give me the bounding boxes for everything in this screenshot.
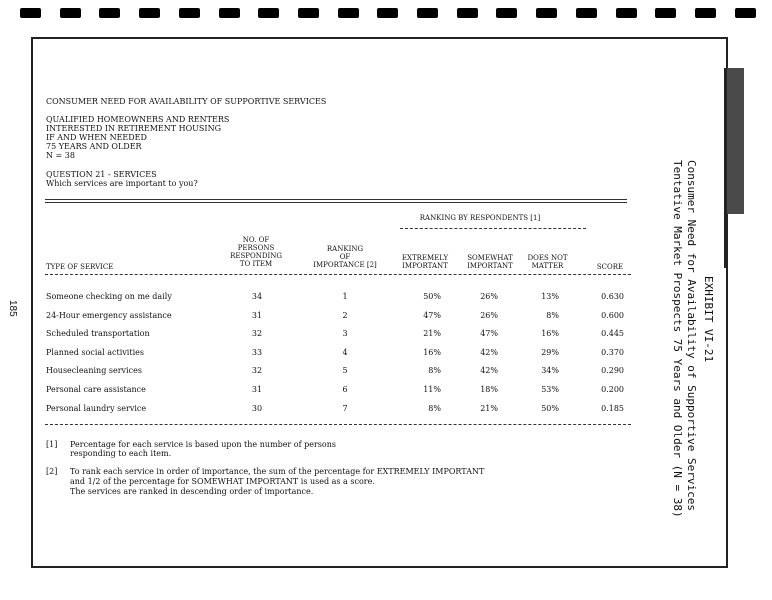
binder-mark <box>655 8 676 18</box>
page-number: 185 <box>7 300 18 317</box>
binder-mark <box>139 8 160 18</box>
cell-somewhat: 18% <box>480 385 498 394</box>
cell-notmatter: 13% <box>541 292 559 301</box>
cell-somewhat: 42% <box>480 366 498 376</box>
cell-service: Scheduled transportation <box>46 329 150 339</box>
binder-mark <box>338 8 359 18</box>
binder-mark <box>576 8 597 18</box>
cell-score: 0.630 <box>601 292 624 301</box>
col-score: SCORE <box>596 263 624 271</box>
header-rule <box>45 274 631 275</box>
binder-mark <box>417 8 438 18</box>
cell-rank: 6 <box>342 385 348 394</box>
binder-mark <box>179 8 200 18</box>
col-extremely: EXTREMELY IMPORTANT <box>401 254 449 270</box>
population-line: N = 38 <box>46 151 75 160</box>
col-somewhat: SOMEWHAT IMPORTANT <box>467 254 513 270</box>
footnote-marker: [2] <box>46 467 58 476</box>
table-top-rule <box>45 199 627 203</box>
footnote-line: Percentage for each service is based upon the number of persons <box>70 440 336 449</box>
cell-extremely: 21% <box>423 329 441 339</box>
footnote-line: and 1/2 of the percentage for SOMEWHAT IMPORTANT is used as a score. <box>70 477 375 486</box>
binder-mark <box>457 8 478 18</box>
cell-service: Planned social activities <box>46 347 144 357</box>
binder-mark <box>496 8 517 18</box>
population-line: QUALIFIED HOMEOWNERS AND RENTERS <box>46 115 230 124</box>
cell-persons: 32 <box>251 329 263 339</box>
binder-mark <box>258 8 279 18</box>
footnote-line: To rank each service in order of importance, the sum of the percentage for EXTREMELY IMPORTANT <box>70 467 485 476</box>
table-row <box>46 366 631 377</box>
question-number: QUESTION 21 - SERVICES <box>46 170 157 179</box>
side-tab <box>727 68 744 214</box>
cell-persons: 34 <box>251 292 263 301</box>
binder-mark <box>60 8 81 18</box>
cell-notmatter: 29% <box>541 347 559 357</box>
table-row <box>46 292 631 303</box>
table-row <box>46 404 631 415</box>
cell-persons: 30 <box>251 403 263 413</box>
cell-extremely: 11% <box>423 385 441 394</box>
cell-rank: 4 <box>342 347 348 357</box>
population-line: INTERESTED IN RETIREMENT HOUSING <box>46 124 221 133</box>
binder-mark <box>298 8 319 18</box>
exhibit-title: Consumer Need for Availability of Supportive Services <box>685 160 698 511</box>
cell-persons: 33 <box>251 347 263 357</box>
cell-rank: 3 <box>342 329 348 339</box>
col-notmatter: DOES NOT MATTER <box>527 254 568 270</box>
cell-rank: 2 <box>342 310 348 320</box>
cell-persons: 32 <box>251 366 263 376</box>
footnote-line: The services are ranked in descending order of importance. <box>70 487 314 496</box>
cell-notmatter: 16% <box>541 329 559 339</box>
footnote-line: responding to each item. <box>70 449 172 458</box>
cell-somewhat: 26% <box>480 292 498 301</box>
col-type: TYPE OF SERVICE <box>46 263 114 271</box>
binder-mark <box>20 8 41 18</box>
cell-somewhat: 47% <box>480 329 498 339</box>
cell-score: 0.185 <box>601 403 624 413</box>
cell-somewhat: 42% <box>480 347 498 357</box>
question-text: Which services are important to you? <box>46 179 198 188</box>
cell-notmatter: 53% <box>541 385 559 394</box>
cell-notmatter: 50% <box>541 403 559 413</box>
cell-score: 0.600 <box>601 310 624 320</box>
binder-mark <box>695 8 716 18</box>
table-bottom-rule <box>45 424 631 425</box>
report-title: CONSUMER NEED FOR AVAILABILITY OF SUPPORTIVE SERVICES <box>46 97 327 106</box>
binder-mark <box>536 8 557 18</box>
table-row <box>46 385 631 396</box>
cell-service: Personal care assistance <box>46 385 146 394</box>
cell-somewhat: 21% <box>480 403 498 413</box>
binder-mark <box>99 8 120 18</box>
cell-extremely: 16% <box>423 347 441 357</box>
population-line: 75 YEARS AND OLDER <box>46 142 142 151</box>
cell-rank: 7 <box>342 403 348 413</box>
cell-notmatter: 34% <box>541 366 559 376</box>
cell-service: 24-Hour emergency assistance <box>46 310 172 320</box>
footnote-marker: [1] <box>46 440 58 449</box>
cell-service: Personal laundry service <box>46 403 147 413</box>
cell-extremely: 8% <box>428 366 441 376</box>
group-rule <box>400 228 586 229</box>
cell-somewhat: 26% <box>480 310 498 320</box>
cell-persons: 31 <box>251 385 263 394</box>
exhibit-subtitle: Tentative Market Prospects 75 Years and Older (N = 38) <box>671 160 684 518</box>
binder-mark <box>377 8 398 18</box>
table-row <box>46 329 631 340</box>
population-line: IF AND WHEN NEEDED <box>46 133 147 142</box>
cell-service: Someone checking on me daily <box>46 292 172 301</box>
frame-edge <box>724 68 726 268</box>
col-persons: NO. OF PERSONS RESPONDING TO ITEM <box>230 236 282 268</box>
exhibit-label: EXHIBIT VI-21 <box>702 276 715 363</box>
binder-mark <box>219 8 240 18</box>
cell-rank: 1 <box>342 292 348 301</box>
cell-extremely: 50% <box>423 292 441 301</box>
cell-score: 0.370 <box>601 347 624 357</box>
table-row <box>46 311 631 322</box>
cell-rank: 5 <box>342 366 348 376</box>
cell-extremely: 8% <box>428 403 441 413</box>
group-header: RANKING BY RESPONDENTS [1] <box>419 214 541 222</box>
col-rank: RANKING OF IMPORTANCE [2] <box>313 245 377 269</box>
binder-mark <box>735 8 756 18</box>
binder-mark <box>616 8 637 18</box>
cell-notmatter: 8% <box>546 310 559 320</box>
table-row <box>46 348 631 359</box>
cell-extremely: 47% <box>423 310 441 320</box>
cell-score: 0.445 <box>601 329 624 339</box>
cell-score: 0.200 <box>601 385 624 394</box>
cell-score: 0.290 <box>601 366 624 376</box>
cell-persons: 31 <box>251 310 263 320</box>
cell-service: Housecleaning services <box>46 366 142 376</box>
